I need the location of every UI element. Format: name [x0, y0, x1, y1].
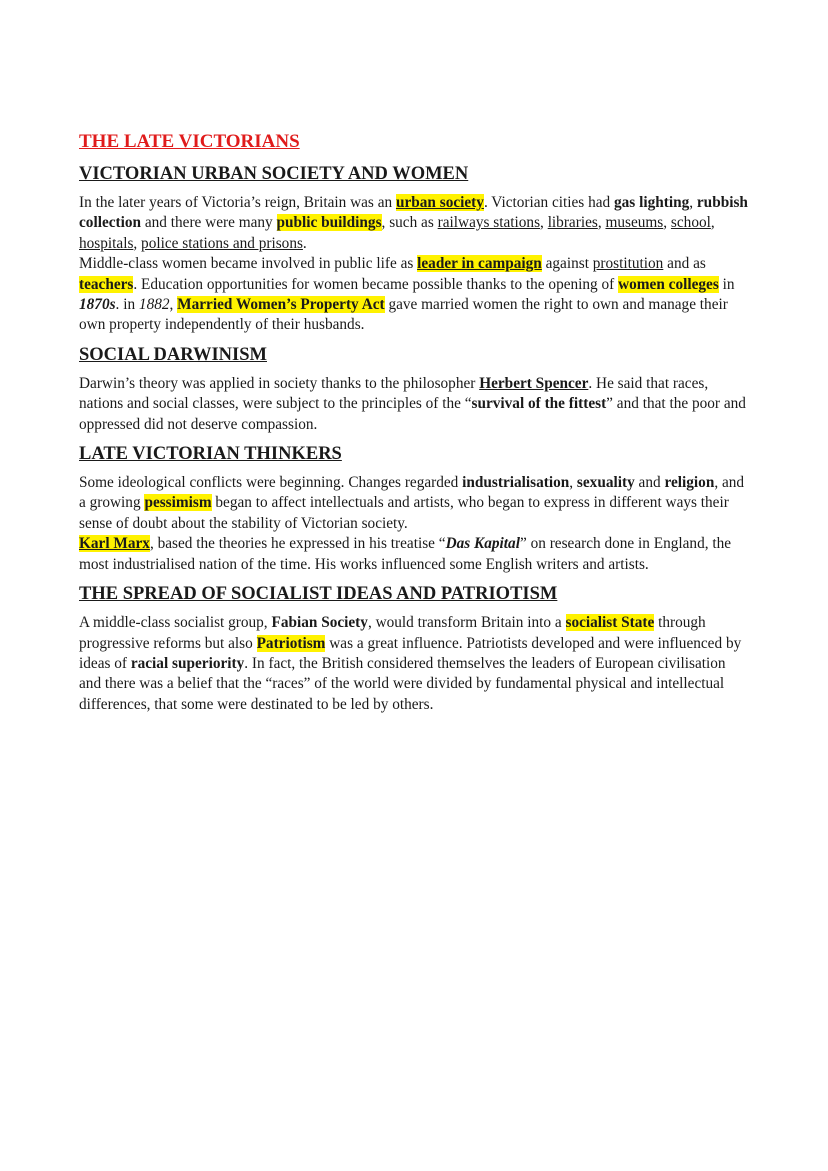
- text: gave married women the right to own and manage their own property independently of their husbands.: [79, 296, 728, 334]
- underlined-term: museums: [605, 214, 664, 232]
- text: ” and that the poor and oppressed did not deserve compassion.: [79, 395, 746, 433]
- text: , such as: [381, 214, 438, 232]
- section-thinkers: [79, 443, 749, 575]
- section-heading: VICTORIAN URBAN SOCIETY AND WOMEN: [79, 164, 469, 184]
- text: , would transform Britain into a: [367, 614, 566, 632]
- text: ” on research done in England, the most industrialised nation of the time. His works influenced some English writers and artists.: [79, 535, 732, 573]
- section-socialism: [79, 583, 749, 715]
- text: A middle-class socialist group,: [79, 614, 272, 632]
- highlight-term: Karl Marx: [79, 535, 150, 553]
- bold-term: gas lighting: [614, 194, 690, 211]
- section-heading: SOCIAL DARWINISM: [79, 344, 267, 365]
- text: began to affect intellectuals and artists, who began to express in different ways their sense of doubt about the stability of Victorian society.: [79, 494, 729, 532]
- italic-title: Das Kapital: [445, 535, 520, 553]
- text: and there were many: [141, 214, 277, 232]
- underlined-term: libraries: [547, 214, 598, 232]
- text: . Education opportunities for women became possible thanks to the opening of: [133, 275, 619, 293]
- text: . in: [115, 296, 139, 314]
- text: against: [541, 255, 593, 273]
- highlight-term: socialist State: [565, 614, 655, 632]
- text: ,: [710, 214, 715, 232]
- underlined-term: police stations and prisons: [141, 234, 303, 252]
- section-heading: LATE VICTORIAN THINKERS: [79, 444, 342, 465]
- bold-term: religion: [664, 474, 715, 492]
- highlight-term: leader in campaign: [417, 255, 542, 273]
- text: . Victorian cities had: [483, 194, 614, 211]
- paragraph-women: [79, 254, 749, 336]
- paragraph-marx: [79, 534, 749, 575]
- text: through progressive reforms but also: [79, 614, 706, 652]
- section-heading: THE SPREAD OF SOCIALIST IDEAS AND PATRIOTISM: [79, 584, 558, 605]
- text: ,: [169, 296, 178, 314]
- text: ,: [133, 234, 142, 252]
- underlined-term: railways stations: [437, 214, 541, 232]
- underlined-term: school: [670, 214, 711, 232]
- underlined-term: prostitution: [592, 255, 664, 273]
- bold-term: Fabian Society: [271, 614, 368, 632]
- text: was a great influence. Patriotists developed and were influenced by ideas of: [79, 634, 742, 672]
- text: and: [634, 474, 665, 492]
- paragraph-conflicts: [79, 473, 749, 534]
- bold-term: sexuality: [576, 474, 635, 492]
- bold-underlined-term: Herbert Spencer: [479, 374, 589, 392]
- text: ,: [597, 214, 606, 232]
- underlined-term: hospitals: [79, 234, 134, 252]
- text: . In fact, the British considered themselves the leaders of European civilisation and there was a belief that the “races” of the world were divided by fundamental physical and intellectual differences, that some were destinated to be led by others.: [79, 654, 726, 713]
- paragraph-darwinism: [79, 374, 749, 435]
- highlight-term: teachers: [79, 275, 134, 293]
- text: and as: [663, 255, 706, 273]
- text: Some ideological conflicts were beginning. Changes regarded: [79, 474, 463, 492]
- text: . He said that races, nations and social classes, were subject to the principles of the “: [79, 374, 709, 413]
- document-title: THE LATE VICTORIANS: [79, 131, 300, 152]
- section-urban-society: [79, 163, 749, 336]
- italic-date: 1870s: [79, 296, 116, 314]
- bold-term: rubbish collection: [79, 194, 748, 232]
- highlight-term: urban society: [395, 194, 484, 211]
- document-page: [79, 131, 749, 723]
- text: , and a growing: [79, 474, 745, 512]
- text: in: [718, 275, 735, 293]
- paragraph-socialism: [79, 613, 749, 715]
- highlight-term: public buildings: [276, 214, 382, 232]
- text: Middle-class women became involved in public life as: [79, 255, 418, 273]
- text: ,: [540, 214, 548, 232]
- highlight-term: Married Women’s Property Act: [177, 296, 385, 314]
- bold-term: survival of the fittest: [471, 395, 607, 413]
- italic-date: 1882: [138, 296, 170, 314]
- highlight-term: pessimism: [144, 494, 212, 512]
- text: Darwin’s theory was applied in society thanks to the philosopher: [79, 374, 480, 392]
- text: ,: [689, 194, 697, 211]
- bold-term: industrialisation: [462, 474, 570, 492]
- text: In the later years of Victoria’s reign, Britain was an: [79, 194, 396, 211]
- text: ,: [663, 214, 671, 232]
- text: .: [302, 234, 307, 252]
- bold-term: racial superiority: [130, 654, 245, 672]
- highlight-term: Patriotism: [256, 634, 326, 652]
- highlight-term: women colleges: [618, 275, 719, 293]
- text: ,: [569, 474, 577, 492]
- paragraph-urban: [79, 193, 749, 254]
- section-social-darwinism: [79, 344, 749, 435]
- text: , based the theories he expressed in his treatise “: [149, 535, 446, 553]
